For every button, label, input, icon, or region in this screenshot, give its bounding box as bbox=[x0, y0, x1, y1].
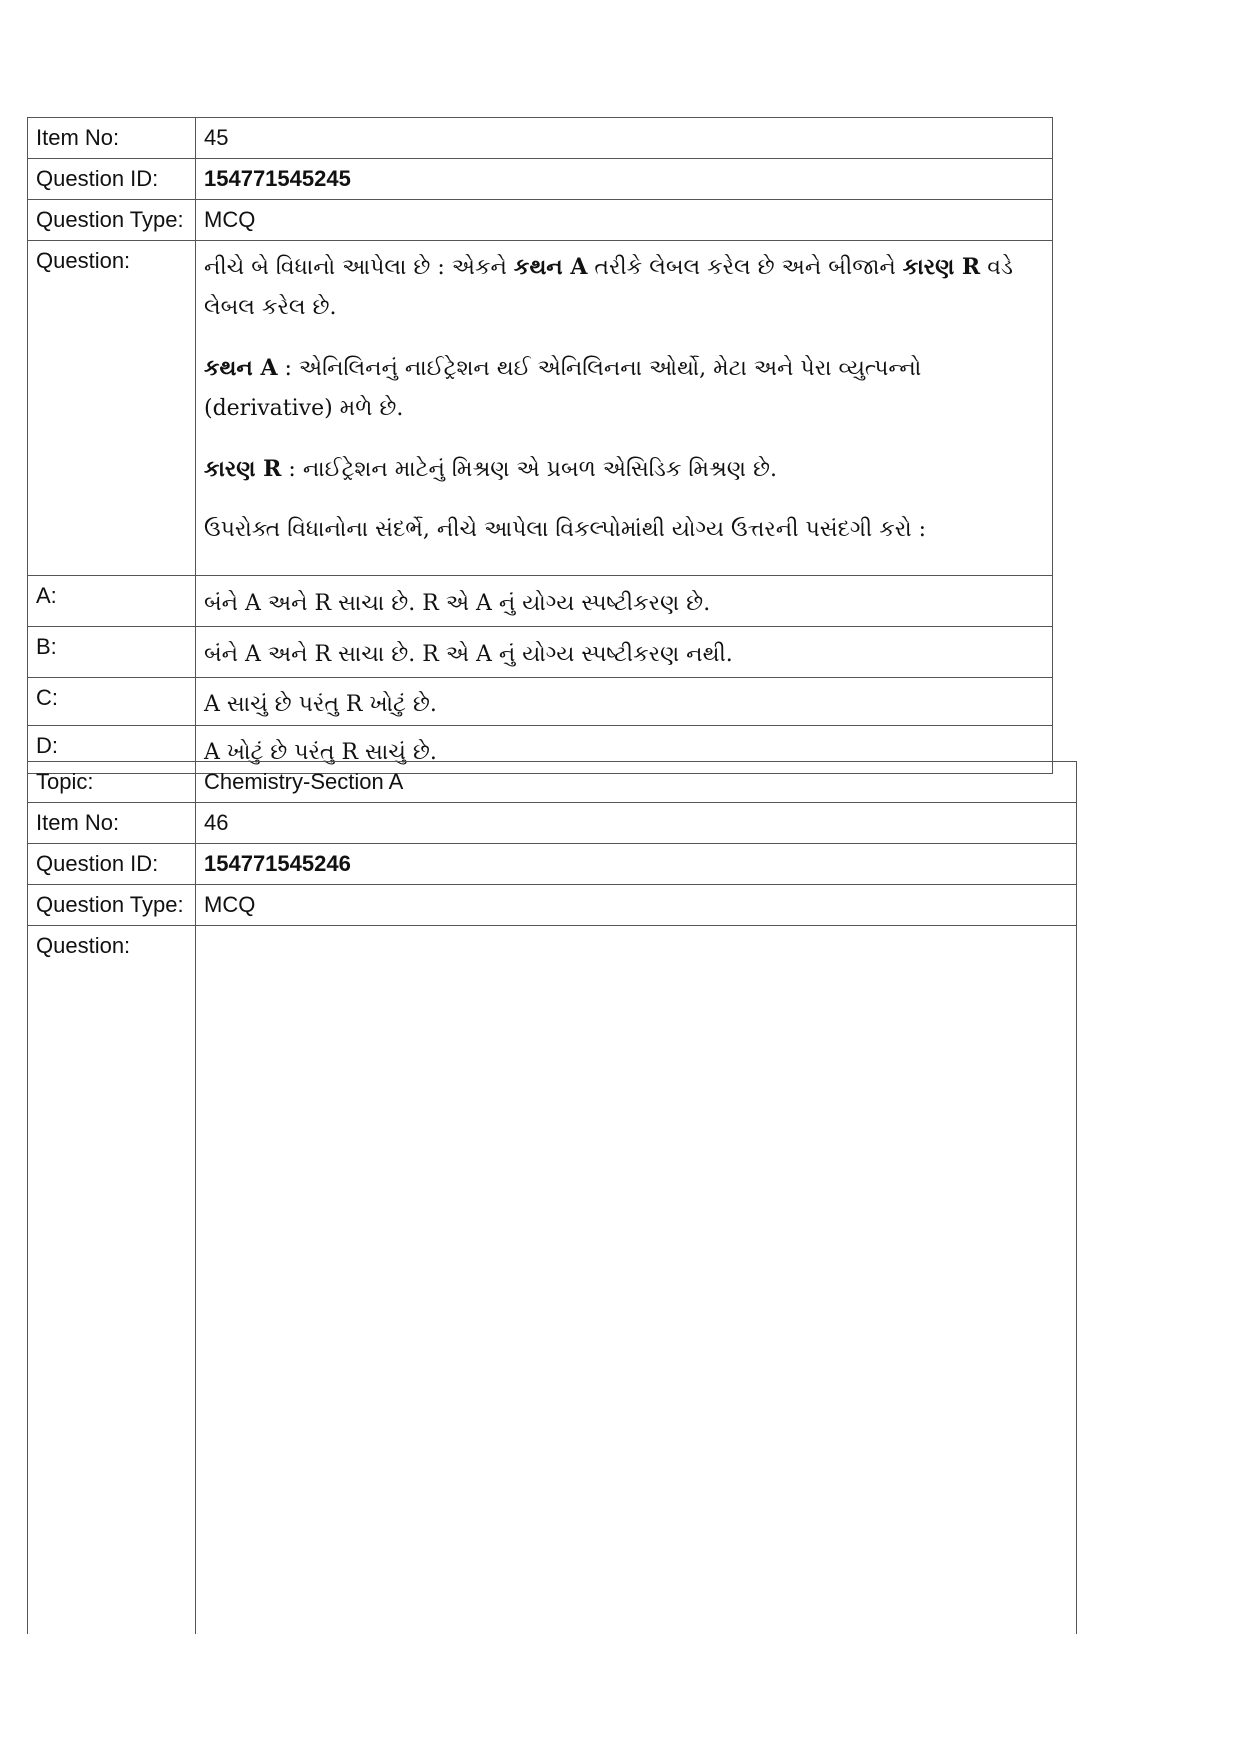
question-type-label: Question Type: bbox=[28, 885, 196, 926]
option-a-label: A: bbox=[28, 576, 196, 627]
assertion-label: કથન A bbox=[204, 355, 278, 381]
item-no-value: 45 bbox=[196, 118, 1053, 159]
intro-assertion-term: કથન A bbox=[513, 254, 588, 280]
reason-statement bbox=[204, 449, 1044, 490]
option-c-label: C: bbox=[28, 678, 196, 726]
topic-value: Chemistry-Section A bbox=[196, 762, 1077, 803]
reason-label: કારણ R bbox=[204, 456, 282, 482]
assertion-text: : એનિલિનનું નાઈટ્રેશન થઈ એનિલિનના ઓર્થો, મેટા અને પેરા વ્યુત્પન્નો (derivative) મળે છે. bbox=[204, 356, 922, 421]
item-no-row bbox=[28, 803, 1077, 844]
item-no-label: Item No: bbox=[28, 803, 196, 844]
question-id-value: 154771545246 bbox=[196, 844, 1077, 885]
question-id-label: Question ID: bbox=[28, 844, 196, 885]
intro-text-1: નીચે બે વિધાનો આપેલા છે : એકને bbox=[204, 255, 514, 280]
instruction-text: ઉપરોક્ત વિધાનોના સંદર્ભે, નીચે આપેલા વિકલ્પોમાંથી યોગ્ય ઉત્તરની પસંદગી કરો : bbox=[204, 517, 927, 542]
option-b-label: B: bbox=[28, 627, 196, 678]
question-row bbox=[28, 241, 1053, 576]
option-a-text: બંને A અને R સાચા છે. R એ A નું યોગ્ય સ્પષ્ટીકરણ છે. bbox=[196, 576, 1053, 627]
question-intro bbox=[204, 247, 1044, 328]
question-type-value: MCQ bbox=[196, 885, 1077, 926]
question-id-label: Question ID: bbox=[28, 159, 196, 200]
option-c-text: A સાચું છે પરંતુ R ખોટું છે. bbox=[196, 678, 1053, 726]
question-body bbox=[196, 926, 1077, 1635]
intro-reason-term: કારણ R bbox=[902, 254, 981, 280]
option-d-label: D: bbox=[28, 726, 196, 774]
reason-text: : નાઈટ્રેશન માટેનું મિશ્રણ એ પ્રબળ એસિડિક મિશ્રણ છે. bbox=[281, 457, 777, 482]
question-type-value: MCQ bbox=[196, 200, 1053, 241]
question-type-row bbox=[28, 885, 1077, 926]
question-id-row bbox=[28, 844, 1077, 885]
topic-row bbox=[28, 762, 1077, 803]
option-b-text: બંને A અને R સાચા છે. R એ A નું યોગ્ય સ્પષ્ટીકરણ નથી. bbox=[196, 627, 1053, 678]
question-type-label: Question Type: bbox=[28, 200, 196, 241]
question-row bbox=[28, 926, 1077, 1635]
item-no-row bbox=[28, 118, 1053, 159]
option-row-b bbox=[28, 627, 1053, 678]
intro-text-2: તરીકે લેબલ કરેલ છે અને બીજાને bbox=[587, 255, 903, 280]
intro-text-3: વડે લેબલ કરેલ છે. bbox=[204, 255, 1014, 320]
option-d-text: A ખોટું છે પરંતુ R સાચું છે. bbox=[196, 726, 1053, 774]
item-no-value: 46 bbox=[196, 803, 1077, 844]
question-type-row bbox=[28, 200, 1053, 241]
question-id-value: 154771545245 bbox=[196, 159, 1053, 200]
question-id-row bbox=[28, 159, 1053, 200]
question-label: Question: bbox=[28, 241, 196, 576]
item-45-table bbox=[27, 117, 1053, 774]
item-no-label: Item No: bbox=[28, 118, 196, 159]
item-46-table bbox=[27, 761, 1077, 1634]
question-label: Question: bbox=[28, 926, 196, 1635]
topic-label: Topic: bbox=[28, 762, 196, 803]
question-body bbox=[196, 241, 1053, 576]
assertion-statement bbox=[204, 348, 1044, 429]
option-row-c bbox=[28, 678, 1053, 726]
option-row-a bbox=[28, 576, 1053, 627]
